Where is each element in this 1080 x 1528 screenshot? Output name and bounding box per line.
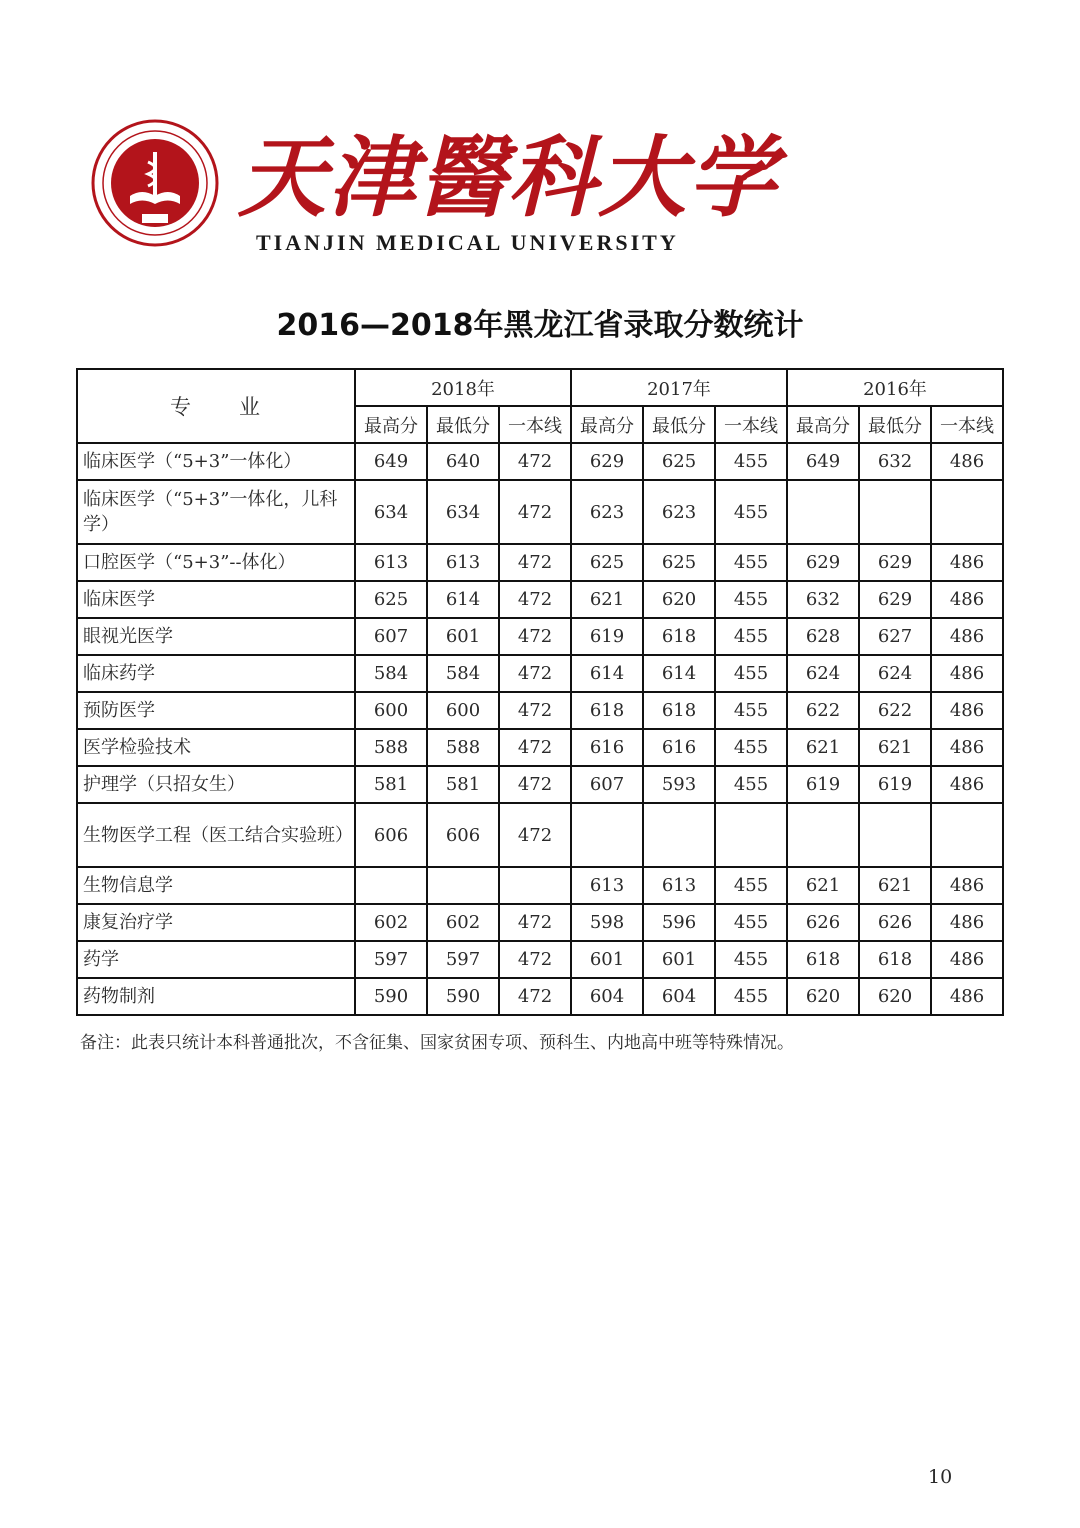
- major-cell: 临床医学: [77, 581, 355, 618]
- score-cell: 614: [571, 655, 643, 692]
- score-cell: 625: [643, 443, 715, 480]
- score-cell: 601: [643, 941, 715, 978]
- score-cell: 455: [715, 867, 787, 904]
- year-header-2017: 2017年: [571, 369, 787, 406]
- subheader-line: 一本线: [499, 406, 571, 443]
- score-cell: 486: [931, 618, 1003, 655]
- score-cell: 623: [643, 480, 715, 544]
- major-cell: 临床药学: [77, 655, 355, 692]
- score-cell: 624: [787, 655, 859, 692]
- table-row: [77, 544, 1003, 581]
- subheader-line: 一本线: [931, 406, 1003, 443]
- year-header-2018: 2018年: [355, 369, 571, 406]
- score-cell: 620: [859, 978, 931, 1015]
- score-cell: 472: [499, 618, 571, 655]
- score-cell: 620: [643, 581, 715, 618]
- year-header-2016: 2016年: [787, 369, 1003, 406]
- score-cell: 619: [859, 766, 931, 803]
- score-cell: 626: [787, 904, 859, 941]
- score-cell: 616: [571, 729, 643, 766]
- score-cell: 486: [931, 766, 1003, 803]
- score-cell: 618: [643, 692, 715, 729]
- score-cell: 616: [643, 729, 715, 766]
- score-cell: [787, 803, 859, 867]
- score-cell: 649: [355, 443, 427, 480]
- subheader-min: 最低分: [859, 406, 931, 443]
- major-cell: 康复治疗学: [77, 904, 355, 941]
- score-cell: 621: [571, 581, 643, 618]
- table-row: [77, 904, 1003, 941]
- score-cell: 628: [787, 618, 859, 655]
- subheader-min: 最低分: [427, 406, 499, 443]
- major-cell: 护理学（只招女生）: [77, 766, 355, 803]
- subheader-max: 最高分: [355, 406, 427, 443]
- score-cell: 584: [355, 655, 427, 692]
- score-cell: 593: [643, 766, 715, 803]
- score-cell: 621: [787, 729, 859, 766]
- score-cell: [859, 480, 931, 544]
- score-cell: 597: [355, 941, 427, 978]
- score-cell: 584: [427, 655, 499, 692]
- score-cell: [571, 803, 643, 867]
- score-cell: 455: [715, 766, 787, 803]
- score-cell: 600: [355, 692, 427, 729]
- score-cell: 629: [787, 544, 859, 581]
- score-cell: 472: [499, 978, 571, 1015]
- score-cell: [859, 803, 931, 867]
- score-cell: 629: [571, 443, 643, 480]
- score-cell: 629: [859, 581, 931, 618]
- score-cell: 634: [355, 480, 427, 544]
- score-cell: 581: [427, 766, 499, 803]
- score-cell: 590: [427, 978, 499, 1015]
- major-cell: 生物医学工程（医工结合实验班）: [77, 803, 355, 867]
- score-cell: 619: [571, 618, 643, 655]
- score-cell: 486: [931, 978, 1003, 1015]
- table-row: [77, 692, 1003, 729]
- score-cell: 486: [931, 655, 1003, 692]
- table-row: [77, 443, 1003, 480]
- major-column-header: 专 业: [77, 369, 355, 443]
- university-header: [90, 118, 779, 258]
- score-cell: 618: [643, 618, 715, 655]
- score-cell: 627: [859, 618, 931, 655]
- major-cell: 生物信息学: [77, 867, 355, 904]
- score-cell: 486: [931, 581, 1003, 618]
- score-cell: 455: [715, 655, 787, 692]
- score-cell: 455: [715, 904, 787, 941]
- score-cell: 606: [355, 803, 427, 867]
- score-cell: 588: [427, 729, 499, 766]
- score-cell: 472: [499, 692, 571, 729]
- score-cell: 632: [859, 443, 931, 480]
- major-cell: 眼视光医学: [77, 618, 355, 655]
- score-cell: 614: [643, 655, 715, 692]
- score-cell: [931, 803, 1003, 867]
- score-cell: 622: [859, 692, 931, 729]
- score-cell: 634: [427, 480, 499, 544]
- score-cell: 455: [715, 618, 787, 655]
- major-cell: 预防医学: [77, 692, 355, 729]
- score-cell: 486: [931, 692, 1003, 729]
- score-cell: 607: [571, 766, 643, 803]
- score-cell: 588: [355, 729, 427, 766]
- university-logo-english: TIANJIN MEDICAL UNIVERSITY: [256, 230, 679, 255]
- score-cell: 621: [859, 729, 931, 766]
- score-cell: 597: [427, 941, 499, 978]
- score-cell: [355, 867, 427, 904]
- table-row: [77, 618, 1003, 655]
- score-cell: 618: [787, 941, 859, 978]
- score-cell: 600: [427, 692, 499, 729]
- page-number: 10: [928, 1466, 953, 1488]
- score-cell: 625: [571, 544, 643, 581]
- score-cell: 601: [571, 941, 643, 978]
- score-cell: 614: [427, 581, 499, 618]
- score-cell: 472: [499, 729, 571, 766]
- score-cell: 596: [643, 904, 715, 941]
- score-cell: 455: [715, 941, 787, 978]
- table-row: [77, 480, 1003, 544]
- score-cell: 472: [499, 443, 571, 480]
- score-cell: 472: [499, 581, 571, 618]
- score-cell: 486: [931, 941, 1003, 978]
- score-cell: 472: [499, 544, 571, 581]
- score-cell: 622: [787, 692, 859, 729]
- score-cell: [787, 480, 859, 544]
- score-cell: 621: [859, 867, 931, 904]
- table-row: [77, 729, 1003, 766]
- major-cell: 医学检验技术: [77, 729, 355, 766]
- table-row: [77, 581, 1003, 618]
- scores-table: [76, 368, 1004, 1016]
- score-cell: 626: [859, 904, 931, 941]
- table-row: [77, 867, 1003, 904]
- score-cell: 455: [715, 581, 787, 618]
- score-cell: 602: [427, 904, 499, 941]
- major-cell: 药物制剂: [77, 978, 355, 1015]
- score-cell: 607: [355, 618, 427, 655]
- score-cell: 472: [499, 766, 571, 803]
- score-cell: 604: [571, 978, 643, 1015]
- score-cell: 619: [787, 766, 859, 803]
- major-cell: 药学: [77, 941, 355, 978]
- table-row: [77, 978, 1003, 1015]
- score-cell: 598: [571, 904, 643, 941]
- page-title: 2016—2018年黑龙江省录取分数统计: [276, 308, 804, 343]
- subheader-max: 最高分: [787, 406, 859, 443]
- major-cell: 口腔医学（“5+3”--体化）: [77, 544, 355, 581]
- score-cell: 613: [571, 867, 643, 904]
- footnote: 备注：此表只统计本科普通批次，不含征集、国家贫困专项、预科生、内地高中班等特殊情况。: [80, 1033, 794, 1053]
- score-cell: 623: [571, 480, 643, 544]
- table-row: [77, 941, 1003, 978]
- score-cell: 618: [571, 692, 643, 729]
- score-cell: 629: [859, 544, 931, 581]
- score-cell: 581: [355, 766, 427, 803]
- score-cell: 625: [355, 581, 427, 618]
- score-cell: 602: [355, 904, 427, 941]
- university-seal-icon: [90, 118, 220, 248]
- score-cell: 621: [787, 867, 859, 904]
- score-cell: 472: [499, 480, 571, 544]
- score-cell: 455: [715, 978, 787, 1015]
- score-cell: 590: [355, 978, 427, 1015]
- score-cell: 624: [859, 655, 931, 692]
- score-cell: 606: [427, 803, 499, 867]
- score-cell: 604: [643, 978, 715, 1015]
- score-cell: 618: [859, 941, 931, 978]
- score-cell: 486: [931, 729, 1003, 766]
- score-cell: [499, 867, 571, 904]
- score-cell: 613: [355, 544, 427, 581]
- subheader-min: 最低分: [643, 406, 715, 443]
- score-cell: 472: [499, 655, 571, 692]
- score-cell: 632: [787, 581, 859, 618]
- score-cell: [931, 480, 1003, 544]
- score-cell: 613: [643, 867, 715, 904]
- score-cell: 472: [499, 803, 571, 867]
- score-cell: 649: [787, 443, 859, 480]
- major-cell: 临床医学（“5+3”一体化，儿科学）: [77, 480, 355, 544]
- score-cell: [427, 867, 499, 904]
- score-cell: 640: [427, 443, 499, 480]
- score-cell: 472: [499, 941, 571, 978]
- score-cell: 625: [643, 544, 715, 581]
- score-cell: 486: [931, 867, 1003, 904]
- subheader-line: 一本线: [715, 406, 787, 443]
- table-row: [77, 766, 1003, 803]
- table-row: [77, 655, 1003, 692]
- university-logo-chinese: 天津醫科大学: [238, 125, 779, 229]
- score-cell: 455: [715, 544, 787, 581]
- major-cell: 临床医学（“5+3”一体化）: [77, 443, 355, 480]
- score-cell: 472: [499, 904, 571, 941]
- score-cell: [643, 803, 715, 867]
- table-row: [77, 803, 1003, 867]
- score-cell: 620: [787, 978, 859, 1015]
- score-cell: 455: [715, 692, 787, 729]
- score-cell: [715, 803, 787, 867]
- score-cell: 455: [715, 443, 787, 480]
- score-cell: 486: [931, 904, 1003, 941]
- score-cell: 486: [931, 443, 1003, 480]
- score-cell: 486: [931, 544, 1003, 581]
- score-cell: 601: [427, 618, 499, 655]
- score-cell: 455: [715, 480, 787, 544]
- subheader-max: 最高分: [571, 406, 643, 443]
- score-cell: 455: [715, 729, 787, 766]
- score-cell: 613: [427, 544, 499, 581]
- score-rows: [77, 443, 1003, 1015]
